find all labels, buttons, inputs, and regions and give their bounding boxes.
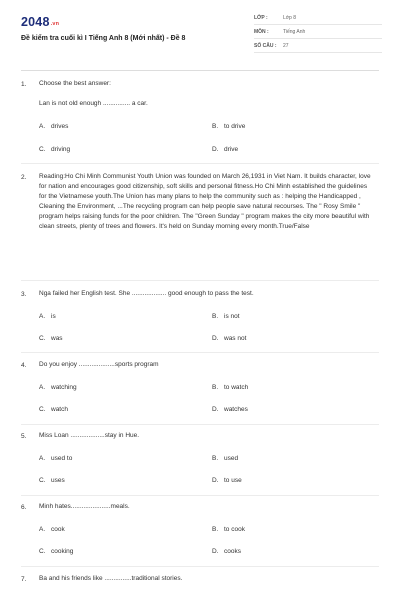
option-b[interactable]: B. to drive (212, 123, 246, 130)
option-d[interactable]: D. was not (212, 335, 247, 342)
question-number: 4. (21, 362, 27, 369)
meta-class-key: LỚP : (254, 15, 268, 21)
site-logo[interactable] (21, 15, 59, 29)
option-b[interactable]: B. to cook (212, 526, 245, 533)
question-divider (21, 280, 379, 281)
option-d[interactable]: D. to use (212, 477, 242, 484)
option-c[interactable]: C. cooking (39, 548, 74, 555)
question-divider (21, 566, 379, 567)
meta-count-key: SỐ CÂU : (254, 43, 277, 49)
option-a[interactable]: A. used to (39, 455, 73, 462)
option-c[interactable]: C. uses (39, 477, 65, 484)
question-divider (21, 495, 379, 496)
question-text: Do you enjoy ....................sports program (39, 361, 159, 368)
option-d[interactable]: D. cooks (212, 548, 241, 555)
option-d[interactable]: D. watches (212, 406, 248, 413)
question-text: Minh hates......................meals. (39, 503, 130, 510)
question-text: Ba and his friends like ...............traditional stories. (39, 575, 183, 582)
meta-subject (254, 26, 382, 39)
question-text: Reading:Ho Chi Minh Communist Youth Union was founded on March 26,1931 in Viet Nam. It builds character, love for nation and encourages good citizenship, soft skills and personal fitness.Ho Chi Minh established the guidelines for the Vietnamese youth.The Union has many plans to help the community such as : helping the Handicapped , Cleaning the Environment, ...The recycling program can help people save natural recourses. The " Rosy Smile " program helps raising funds for the poor children. The "Green Sunday " program makes the city more beautiful with clean streets, plenty of trees and flowers. It's held on Sunday morning every month.True/False (39, 173, 371, 230)
meta-count (254, 40, 382, 53)
header-divider (21, 70, 379, 71)
option-c[interactable]: C. was (39, 335, 63, 342)
question-text: Miss Loan ...................stay in Hue. (39, 432, 140, 439)
option-a[interactable]: A. cook (39, 526, 65, 533)
option-c[interactable]: C. watch (39, 406, 68, 413)
question-prompt: Choose the best answer: (39, 80, 111, 87)
question-divider (21, 163, 379, 164)
question-number: 7. (21, 576, 27, 583)
logo-suffix: .vn (50, 21, 60, 27)
meta-class-value: Lớp 8 (283, 15, 297, 21)
question-divider (21, 424, 379, 425)
option-b[interactable]: B. used (212, 455, 239, 462)
option-a[interactable]: A. drives (39, 123, 69, 130)
option-b[interactable]: B. is not (212, 313, 240, 320)
option-a[interactable]: A. watching (39, 384, 77, 391)
option-a[interactable]: A. is (39, 313, 56, 320)
question-divider (21, 352, 379, 353)
logo-text: 2048 (21, 15, 50, 29)
meta-subject-key: MÔN : (254, 29, 269, 35)
question-number: 1. (21, 81, 27, 88)
document-title: Đề kiểm tra cuối kì I Tiếng Anh 8 (Mới nhất) - Đề 8 (21, 35, 186, 42)
question-number: 3. (21, 291, 27, 298)
option-b[interactable]: B. to watch (212, 384, 249, 391)
meta-count-value: 27 (283, 43, 289, 49)
meta-subject-value: Tiếng Anh (283, 29, 306, 35)
question-number: 5. (21, 433, 27, 440)
option-c[interactable]: C. driving (39, 146, 71, 153)
question-text: Nga failed her English test. She ................... good enough to pass the test. (39, 290, 254, 297)
meta-class (254, 12, 382, 25)
option-d[interactable]: D. drive (212, 146, 239, 153)
question-text: Lan is not old enough ............... a car. (39, 100, 148, 107)
question-number: 6. (21, 504, 27, 511)
page-header (0, 0, 400, 70)
question-number: 2. (21, 174, 27, 181)
